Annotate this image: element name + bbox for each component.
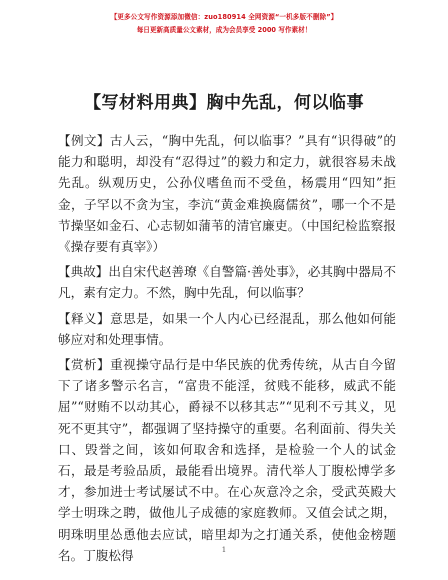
paragraph-tag: 【典故】 bbox=[58, 264, 109, 280]
document-body bbox=[58, 130, 396, 570]
paragraph-text: 出自宋代赵善璙《自警篇·善处事》，必其胸中器局不凡，素有定力。不然，胸中先乱，何以临事？ bbox=[58, 264, 396, 301]
paragraph-tag: 【赏析】 bbox=[58, 357, 111, 373]
paragraph-meaning bbox=[58, 308, 396, 350]
paragraph-source bbox=[58, 261, 396, 303]
paragraph-text: 重视操守品行是中华民族的优秀传统，从古自今留下了诸多警示名言，“富贵不能淫，贫贱不能移，威武不能屈”“财贿不以动其心，爵禄不以移其志”“见利不亏其义，见死不更其守”，都强调了坚持操守的重要。名利面前、得失关口、毁誉之间，该如何取舍和选择，是检验一个人的试金石，最是考验品质，最能看出境界。清代举人丁腹松博学多才，参加进士考试屡试不中。在心灰意冷之余，受武英殿大学士明珠之聘，做他儿子成德的家庭教师。又值会试之期，明珠明里怂恿他去应试，暗里却为之打通关系，使他金榜题名。丁腹松得 bbox=[58, 357, 397, 563]
document-title: 【写材料用典】胸中先乱，何以临事 bbox=[84, 93, 364, 113]
page-number: 1 bbox=[221, 546, 227, 554]
promo-line-1: 【更多公文写作资源添加微信：zuo180914 全网资源“一机多版不删除”】 bbox=[110, 13, 338, 21]
promo-banner bbox=[0, 12, 448, 35]
promo-line-2: 每日更新高质量公文素材，成为会员享受 2000 写作素材！ bbox=[136, 26, 312, 34]
paragraph-text: 意思是，如果一个人内心已经混乱，那么他如何能够应对和处理事情。 bbox=[58, 310, 397, 347]
paragraph-tag: 【例文】 bbox=[58, 133, 110, 148]
paragraph-analysis bbox=[58, 354, 396, 566]
paragraph-example bbox=[58, 130, 396, 257]
paragraph-text: 古人云，“胸中先乱，何以临事？”具有“识得破”的能力和聪明，却没有“忍得过”的毅力和定力，就很容易未战先乱。纵观历史，公孙仪嗜鱼而不受鱼，杨震用“四知”拒金，子罕以不贪为宝，李沆“黄金难换腐儒贫”，哪一个不是节操坚如金石、心志韧如蒲苇的清官廉吏。（中国纪检监察报《操存要有真宰》） bbox=[58, 133, 396, 255]
paragraph-tag: 【释义】 bbox=[58, 310, 111, 326]
